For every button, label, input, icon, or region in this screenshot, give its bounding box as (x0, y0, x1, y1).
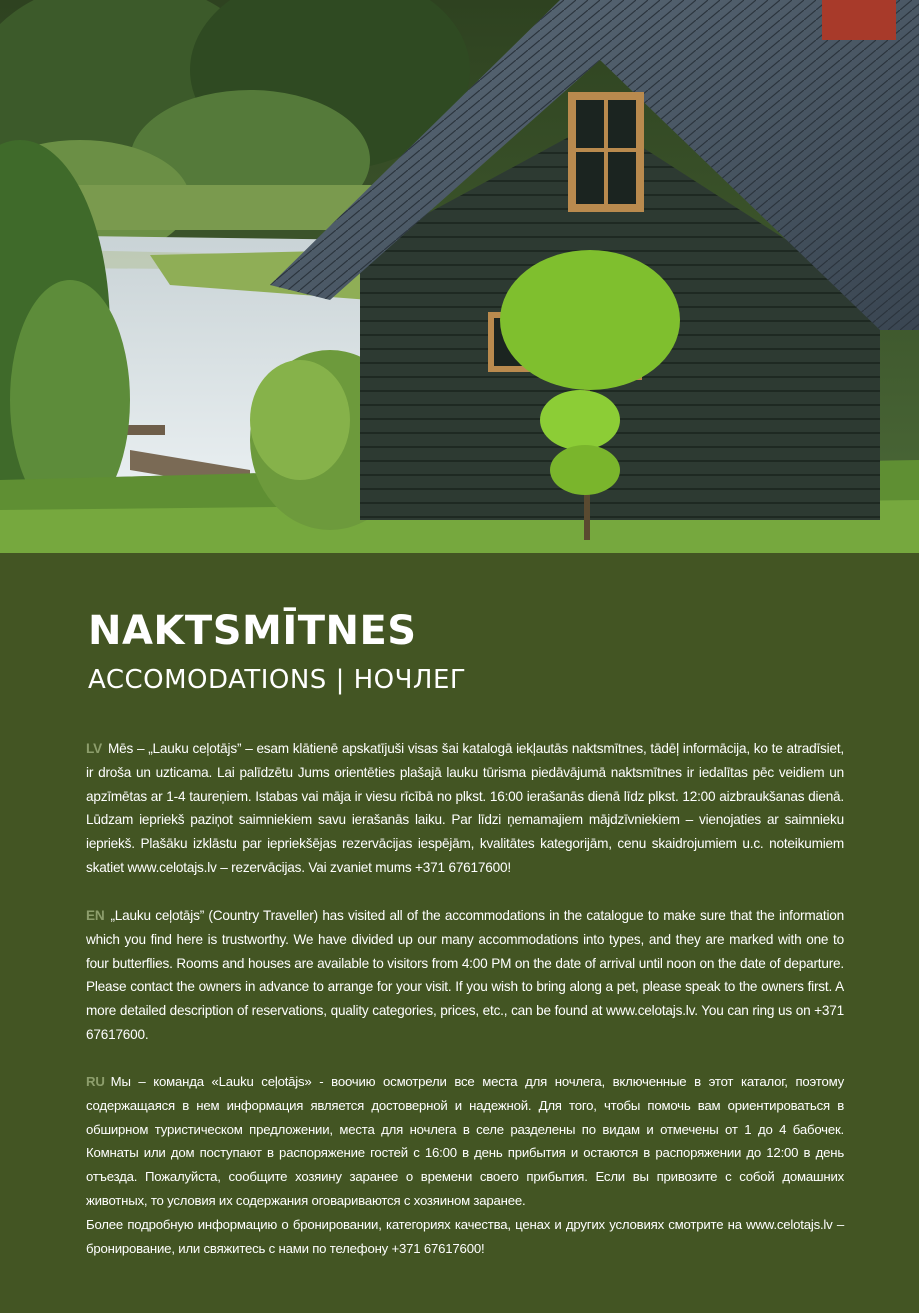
lang-label-en: EN (86, 908, 105, 923)
text-panel (0, 553, 919, 1313)
paragraph-en (86, 904, 844, 1047)
paragraph-lv (86, 737, 844, 880)
page-title: NAKTSMĪTNES (88, 608, 417, 654)
paragraph-text-lv: Mēs – „Lauku ceļotājs” – esam klātienē apskatījuši visas šai katalogā iekļautās naktsmītnes, tādēļ informācija, ko te atradīsiet, ir droša un uzticama. Lai palīdzētu Jums orientēties plašajā lauku tūrisma piedāvājumā naktsmītnes ir iedalītas pēc veidiem un apzīmētas ar 1-4 taureņiem. Istabas vai māja ir viesu rīcībā no plkst. 16:00 ierašanās dienā līdz plkst. 12:00 aizbraukšanas dienā. Lūdzam iepriekš paziņot saimniekiem savu ierašanās laiku. Par līdzi ņemamajiem mājdzīvniekiem – vienojaties ar saimnieku iepriekš. Plašāku izklāstu par iepriekšējas rezervācijas iespējām, kvalitātes kategorijām, cenu skaidrojumiem u.c. noteikumiem skatiet www.celotajs.lv – rezervācijas. Vai zvaniet mums +371 67617600! (86, 741, 844, 875)
paragraph-ru (86, 1070, 844, 1260)
page-subtitle: ACCOMODATIONS | НОЧЛЕГ (88, 665, 467, 695)
lang-label-lv: LV (86, 741, 102, 756)
paragraph-text-ru: Мы – команда «Lauku ceļotājs» - воочию осмотрели все места для ночлега, включенные в этот каталог, поэтому содержащаяся в нем информация является достоверной и надежной. Для того, чтобы помочь вам ориентироваться в обширном туристическом предложении, места для ночлега в селе разделены по видам и отмечены от 1 до 4 бабочек. Комнаты или дом поступают в распоряжение гостей с 16:00 в день прибытия и остаются в распоряжении до 12:00 в день отъезда. Пожалуйста, сообщите хозяину заранее о времени своего прибытия. Если вы привозите с собой домашних животных, то условия их содержания оговариваются с хозяином заранее. (86, 1074, 844, 1208)
paragraph-text-en: „Lauku ceļotājs” (Country Traveller) has visited all of the accommodations in the catalogue to make sure that the information which you find here is trustworthy. We have divided up our many accommodations into types, and they are marked with one to four butterflies. Rooms and houses are available to visitors from 4:00 PM on the date of arrival until noon on the date of departure. Please contact the owners in advance to arrange for your visit. If you wish to bring along a pet, please speak to the owners first. A more detailed description of reservations, quality categories, prices, etc., can be found at www.celotajs.lv. You can ring us on +371 67617600. (86, 908, 844, 1042)
paragraph-text-ru-2: Более подробную информацию о бронировании, категориях качества, ценах и других условиях смотрите на www.celotajs.lv – бронирование, или свяжитесь с нами по телефону +371 67617600! (86, 1216, 844, 1256)
cottage-lake-photo (0, 0, 919, 553)
lang-label-ru: RU (86, 1074, 105, 1089)
